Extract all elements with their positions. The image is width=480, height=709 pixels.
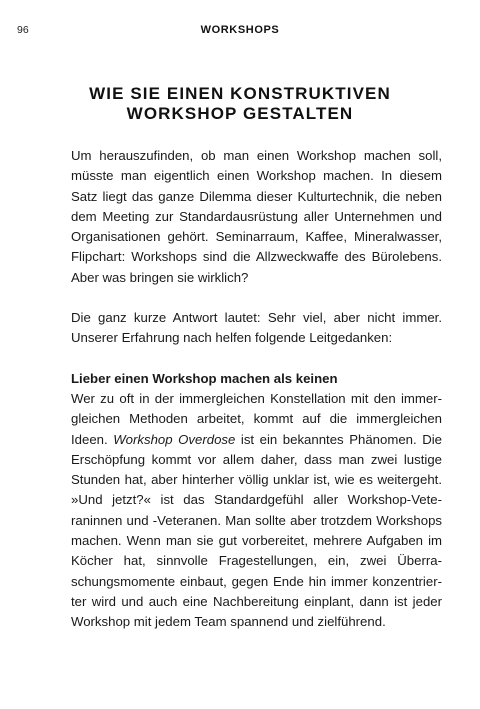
body-text <box>71 146 442 633</box>
paragraph-workshop <box>71 389 442 633</box>
paragraph-workshop-part-1: Wer zu oft in der immergleichen Konstellation mit den immergleichen Methoden arbeitet, kommt auf die immergleichen Ideen. <box>71 390 442 447</box>
chapter-title-line-2: WORKSHOP GESTALTEN <box>126 104 354 123</box>
chapter-title <box>40 84 440 124</box>
section-heading: Lieber einen Workshop machen als keinen <box>71 370 338 386</box>
chapter-title-line-1: WIE SIE EINEN KONSTRUKTIVEN <box>89 84 391 103</box>
running-head: WORKSHOPS <box>200 24 280 36</box>
page-number: 96 <box>17 24 29 36</box>
paragraph-workshop-part-2: ist ein bekanntes Phänomen. Die Erschöpfung kommt vor allem daher, dass man zwei lustige Stunden hat, aber hinterher völlig unklar ist, wie es weitergeht. »Und jetzt?« ist das Standardgefühl aller Workshop-Veteraninnen und -Veteranen. Man sollte aber trotzdem Workshops machen. Wenn man sie gut vorbereitet, mehrere Aufgaben im Köcher hat, sinnvolle Fragestellungen, ein, zwei Überraschungsmomente einbaut, gegen Ende hin immer konzentrierter wird und auch eine Nachbereitung einplant, dann ist jeder Workshop mit jedem Team spannend und zielführend. <box>71 431 442 630</box>
paragraph-intro: Um herauszufinden, ob man einen Workshop machen soll, müsste man eigentlich einen Workshop machen. In diesem Satz liegt das ganze Dilemma dieser Kulturtechnik, die neben dem Meeting zur Standardausrüstung aller Unternehmen und Organisationen gehört. Seminarraum, Kaffee, Mineralwasser, Flipchart: Workshops sind die Allzweckwaffe des Bürolebens. Aber was bringen sie wirklich? <box>71 148 442 285</box>
paragraph-answer: Die ganz kurze Antwort lautet: Sehr viel, aber nicht immer. Unserer Erfahrung nach helfen folgende Leitgedanken: <box>71 310 442 346</box>
workshop-overdose-term: Workshop Overdose <box>113 431 236 447</box>
